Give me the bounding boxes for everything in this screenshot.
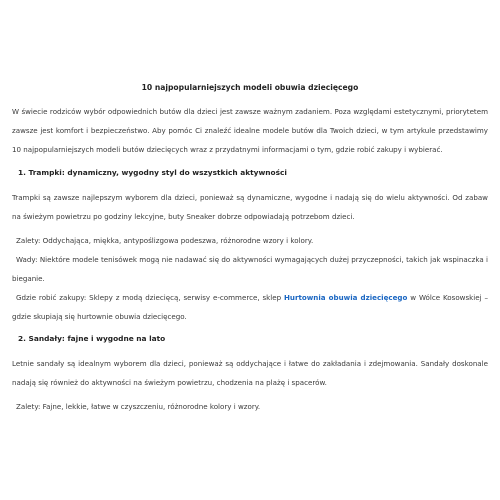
article-title: 10 najpopularniejszych modeli obuwia dziecięcego bbox=[141, 83, 359, 92]
sneakers-cons: Wady: Niektóre modele tenisówek mogą nie nadawać się do aktywności wymagających dużej przyczepności, takich jak wspinaczka i bieganie. bbox=[12, 255, 488, 283]
sneakers-description: Trampki są zawsze najlepszym wyborem dla dzieci, ponieważ są dynamiczne, wygodne i nadają się do wielu aktywności. Od zabaw na świeżym powietrzu po godziny lekcyjne, buty Sneaker dobrze odpowiadają potrzebom dzieci. bbox=[12, 193, 488, 221]
sandals-description: Letnie sandały są idealnym wyborem dla dzieci, ponieważ są oddychające i łatwe do zakładania i zdejmowania. Sandały doskonale nadają się również do aktywności na świeżym powietrzu, chodzenia na plażę i spacerów. bbox=[12, 359, 488, 387]
section-heading-sandals: 2. Sandały: fajne i wygodne na lato bbox=[18, 334, 166, 343]
wholesale-shoes-link[interactable]: Hurtownia obuwia dziecięcego bbox=[284, 293, 408, 302]
section-heading-sneakers: 1. Trampki: dynamiczny, wygodny styl do wszystkich aktywności bbox=[18, 168, 287, 177]
sandals-pros: Zalety: Fajne, lekkie, łatwe w czyszczeniu, różnorodne kolory i wzory. bbox=[16, 402, 261, 411]
sneakers-pros: Zalety: Oddychająca, miękka, antypoślizgowa podeszwa, różnorodne wzory i kolory. bbox=[16, 236, 314, 245]
where-to-buy-suffix: w Wólce Kosowskiej – gdzie skupiają się hurtownie obuwia dziecięcego. bbox=[12, 293, 488, 321]
sneakers-where-to-buy bbox=[12, 288, 488, 326]
intro-paragraph: W świecie rodziców wybór odpowiednich butów dla dzieci jest zawsze ważnym zadaniem. Poza względami estetycznymi, priorytetem zawsze jest komfort i bezpieczeństwo. Aby pomóc Ci znaleźć idealne modele butów dla Twoich dzieci, w tym artykule przedstawimy 10 najpopularniejszych modeli butów dziecięcych wraz z przydatnymi informacjami o tym, gdzie robić zakupy i wybierać. bbox=[12, 107, 488, 154]
where-to-buy-prefix: Gdzie robić zakupy: Sklepy z modą dziecięcą, serwisy e-commerce, sklep bbox=[16, 293, 284, 302]
